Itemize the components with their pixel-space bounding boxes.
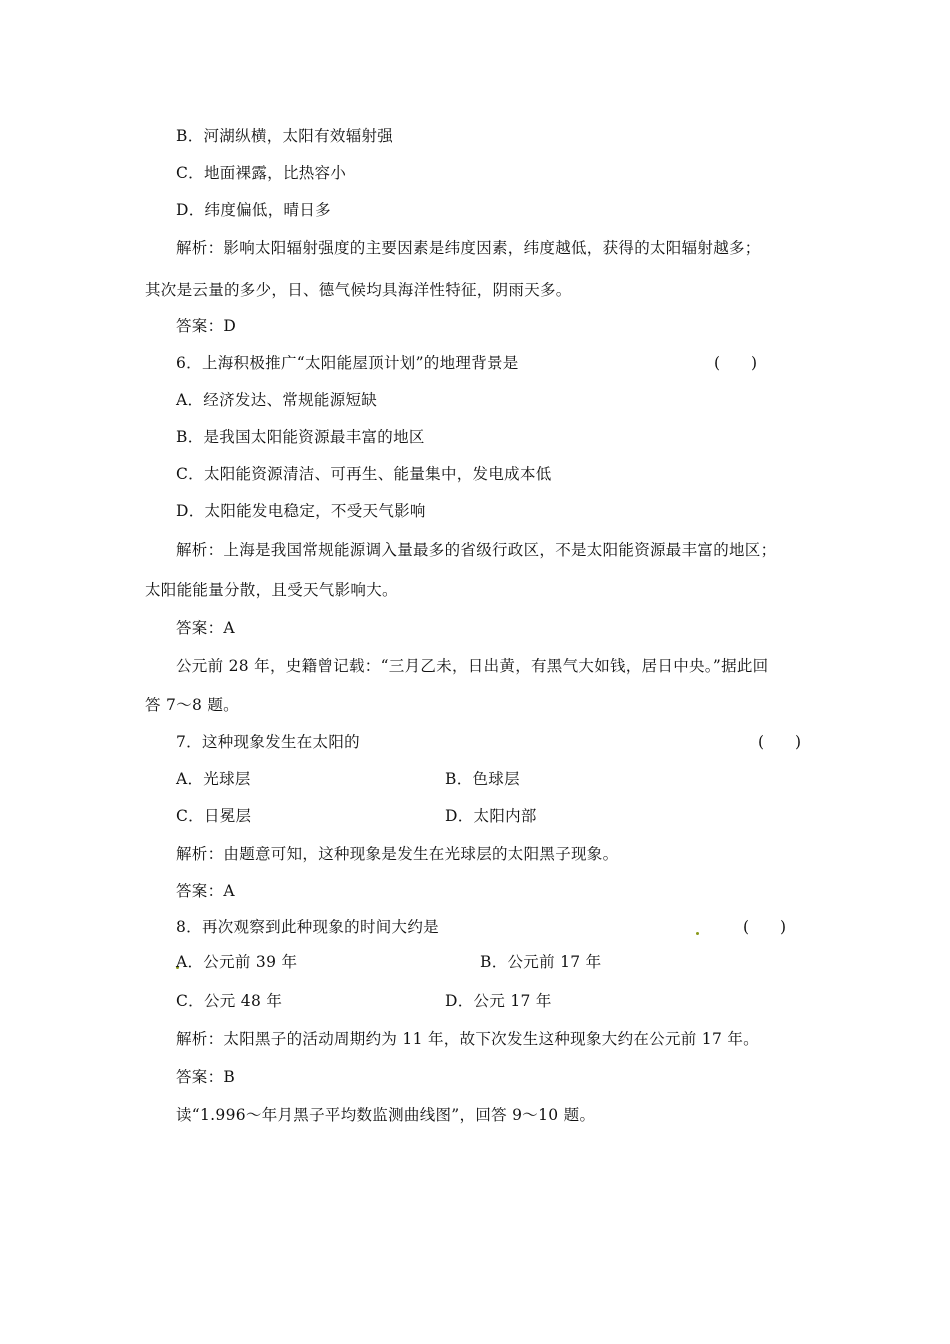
answer-5: 答案：D xyxy=(176,317,237,335)
answer-8: 答案：B xyxy=(176,1068,236,1086)
passage-line2: 答 7～8 题。 xyxy=(145,696,239,714)
analysis-7: 解析：由题意可知，这种现象是发生在光球层的太阳黑子现象。 xyxy=(176,845,619,863)
answer-bracket-6: ( ) xyxy=(714,354,758,372)
option-7b: B．色球层 xyxy=(445,770,520,788)
analysis-8: 解析：太阳黑子的活动周期约为 11 年，故下次发生这种现象大约在公元前 17 年。 xyxy=(176,1030,759,1048)
answer-bracket-7: ( ) xyxy=(758,733,802,751)
stray-dot xyxy=(696,932,699,935)
answer-6: 答案：A xyxy=(176,619,235,637)
option-7d: D．太阳内部 xyxy=(445,807,537,825)
analysis-5-line2: 其次是云量的多少，日、德气候均具海洋性特征，阴雨天多。 xyxy=(145,281,572,299)
option-6d: D．太阳能发电稳定，不受天气影响 xyxy=(176,502,426,520)
question-6: 6．上海积极推广“太阳能屋顶计划”的地理背景是 xyxy=(176,354,519,372)
option-8c: C．公元 48 年 xyxy=(176,992,283,1010)
passage-9-10: 读“1.996～年月黑子平均数监测曲线图”，回答 9～10 题。 xyxy=(176,1106,596,1124)
option-8b: B．公元前 17 年 xyxy=(480,953,602,971)
option-7c: C．日冕层 xyxy=(176,807,252,825)
passage-line1: 公元前 28 年，史籍曾记载：“三月乙未，日出黄，有黑气大如钱，居日中央。”据此回 xyxy=(176,657,769,675)
analysis-5-line1: 解析：影响太阳辐射强度的主要因素是纬度因素，纬度越低，获得的太阳辐射越多； xyxy=(176,239,761,257)
option-7a: A．光球层 xyxy=(176,770,251,788)
analysis-6-line2: 太阳能能量分散，且受天气影响大。 xyxy=(145,581,398,599)
question-7: 7．这种现象发生在太阳的 xyxy=(176,733,360,751)
option-6a: A．经济发达、常规能源短缺 xyxy=(176,391,378,409)
option-8a: A．公元前 39 年 xyxy=(176,953,298,971)
option-5d: D．纬度偏低，晴日多 xyxy=(176,201,331,219)
option-5c: C．地面裸露，比热容小 xyxy=(176,164,347,182)
option-6b: B．是我国太阳能资源最丰富的地区 xyxy=(176,428,425,446)
analysis-6-line1: 解析：上海是我国常规能源调入量最多的省级行政区，不是太阳能资源最丰富的地区； xyxy=(176,541,777,559)
option-5b: B．河湖纵横，太阳有效辐射强 xyxy=(176,127,394,145)
question-8: 8．再次观察到此种现象的时间大约是 xyxy=(176,918,439,936)
option-6c: C．太阳能资源清洁、可再生、能量集中，发电成本低 xyxy=(176,465,552,483)
answer-bracket-8: ( ) xyxy=(743,918,787,936)
option-8d: D．公元 17 年 xyxy=(445,992,552,1010)
answer-7: 答案：A xyxy=(176,882,235,900)
